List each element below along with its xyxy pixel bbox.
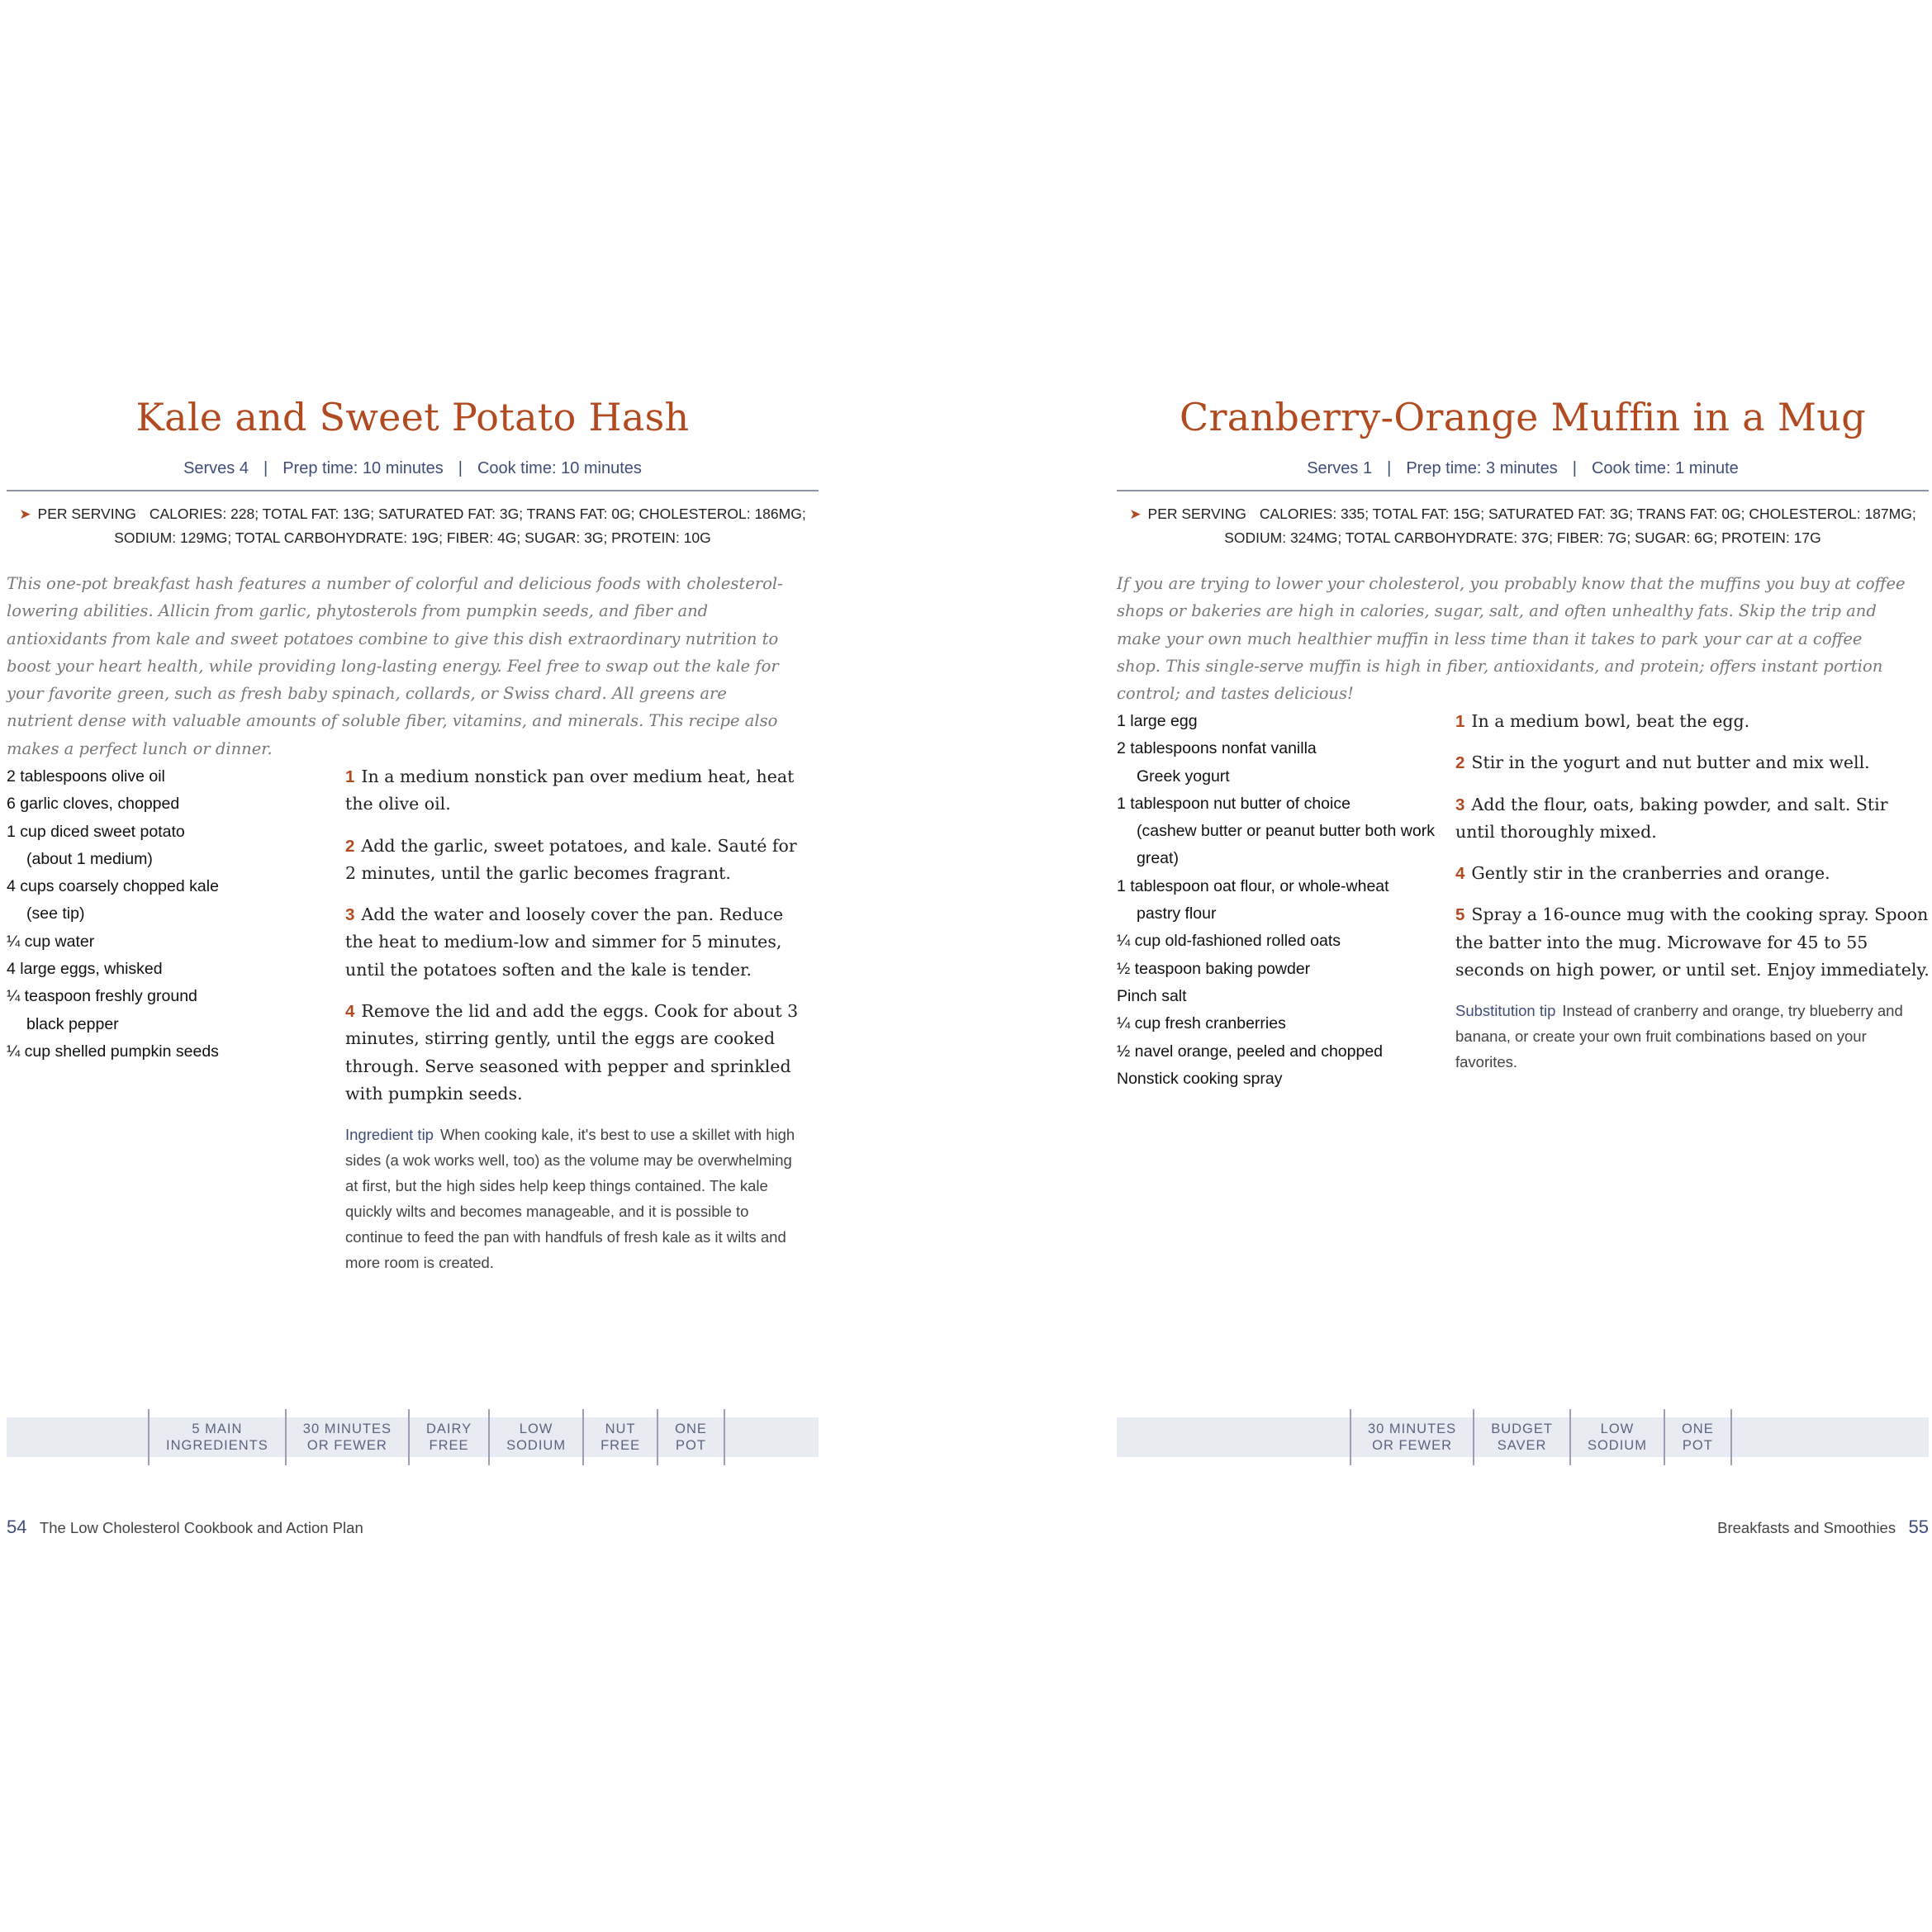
tip-text: Instead of cranberry and orange, try blueberry and banana, or create your own fruit combinations based on your favorites. — [1455, 1002, 1903, 1071]
recipe-meta — [1117, 459, 1929, 478]
ingredient-item — [1117, 928, 1439, 955]
ingredient-text: ½ navel orange, peeled and chopped — [1117, 1042, 1384, 1061]
left-page — [7, 0, 819, 1932]
ingredient-continuation: black pepper — [26, 1014, 119, 1033]
ingredients-list — [7, 763, 320, 1066]
nutrition-line-2: SODIUM: 129MG; TOTAL CARBOHYDRATE: 19G; FIBER: 4G; SUGAR: 3G; PROTEIN: 10G — [114, 529, 711, 546]
serves-text: Serves 1 — [1307, 459, 1373, 477]
ingredient-text: ½ teaspoon baking powder — [1117, 959, 1311, 978]
recipe-tag — [408, 1409, 488, 1465]
meta-separator: | — [1387, 459, 1392, 477]
recipe-tag — [148, 1409, 285, 1465]
recipe-tags — [148, 1409, 725, 1465]
meta-separator: | — [1572, 459, 1577, 477]
tag-line-2: OR FEWER — [306, 1438, 387, 1453]
step-number: 4 — [1455, 864, 1465, 884]
tag-line-2: POT — [1682, 1438, 1713, 1453]
meta-separator: | — [458, 459, 463, 477]
ingredient-item — [1117, 873, 1439, 928]
ingredient-item — [1117, 790, 1439, 873]
recipe-tag — [1664, 1409, 1732, 1465]
ingredient-item — [7, 763, 320, 790]
ingredient-item — [7, 1038, 320, 1066]
tag-line-1: LOW — [1600, 1422, 1635, 1436]
tag-line-1: ONE — [675, 1422, 707, 1436]
ingredient-text: ¼ cup water — [7, 932, 95, 951]
step-number: 2 — [345, 836, 355, 856]
ingredient-continuation: (about 1 medium) — [26, 849, 153, 868]
step-text: Add the water and loosely cover the pan. Reduce the heat to medium-low and simmer for 5 minutes, until the potatoes soften and the kale is tender. — [345, 904, 784, 980]
ingredient-item — [7, 928, 320, 956]
ingredient-text: ¼ cup fresh cranberries — [1117, 1014, 1286, 1033]
ingredient-item — [7, 983, 320, 1038]
step-item — [1455, 749, 1930, 776]
ingredient-text: Nonstick cooking spray — [1117, 1069, 1283, 1088]
tag-line-1: 30 MINUTES — [302, 1422, 392, 1436]
ingredient-text: 1 tablespoon nut butter of choice — [1117, 794, 1351, 813]
step-text: In a medium nonstick pan over medium heat, heat the olive oil. — [345, 767, 795, 814]
step-number: 3 — [1455, 795, 1465, 814]
tag-line-2: INGREDIENTS — [166, 1438, 268, 1453]
tag-line-2: FREE — [600, 1438, 641, 1453]
step-number: 5 — [1455, 905, 1465, 925]
steps-list — [345, 763, 808, 1275]
ingredient-item — [1117, 708, 1439, 735]
recipe-tag — [1473, 1409, 1569, 1465]
ingredient-tip — [345, 1122, 808, 1275]
recipe-tag — [1569, 1409, 1664, 1465]
recipe-tag — [657, 1409, 725, 1465]
ingredient-item — [1117, 1038, 1439, 1066]
recipe-tag — [488, 1409, 582, 1465]
arrow-icon: ➤ — [1129, 506, 1142, 522]
nutrition-info — [1117, 502, 1929, 550]
tag-line-2: OR FEWER — [1372, 1438, 1453, 1453]
ingredient-item — [7, 790, 320, 818]
ingredient-text: 6 garlic cloves, chopped — [7, 795, 180, 814]
tag-line-2: SODIUM — [506, 1438, 567, 1453]
ingredient-continuation: (see tip) — [26, 904, 85, 923]
per-serving-label: PER SERVING — [1147, 506, 1246, 522]
ingredient-item — [7, 819, 320, 874]
ingredients-list — [1117, 708, 1439, 1093]
tip-label: Ingredient tip — [345, 1126, 434, 1144]
book-title: The Low Cholesterol Cookbook and Action Plan — [39, 1519, 363, 1536]
tag-line-2: SAVER — [1497, 1438, 1547, 1453]
ingredient-item — [1117, 1010, 1439, 1037]
tag-line-1: 30 MINUTES — [1368, 1422, 1457, 1436]
step-item — [1455, 901, 1930, 984]
recipe-title: Cranberry-Orange Muffin in a Mug — [1180, 395, 1866, 439]
tag-line-1: DAIRY — [425, 1422, 472, 1436]
step-text: Remove the lid and add the eggs. Cook for about 3 minutes, stirring gently, until the eggs are cooked through. Serve seasoned with pepper and sprinkled with pumpkin seeds. — [345, 1001, 799, 1104]
ingredient-continuation: (cashew butter or peanut butter both work great) — [1137, 822, 1435, 868]
ingredient-text: 1 tablespoon oat flour, or whole-wheat — [1117, 876, 1389, 895]
cook-time-text: Cook time: 10 minutes — [477, 459, 642, 477]
step-text: Gently stir in the cranberries and orange. — [1471, 863, 1830, 884]
step-text: Add the flour, oats, baking powder, and salt. Stir until thoroughly mixed. — [1455, 794, 1888, 842]
page-footer — [7, 1517, 363, 1538]
tag-line-2: FREE — [429, 1438, 469, 1453]
ingredient-text: 1 cup diced sweet potato — [7, 822, 185, 841]
step-text: Add the garlic, sweet potatoes, and kale. Sauté for 2 minutes, until the garlic becomes fragrant. — [345, 835, 797, 883]
nutrition-line-1: CALORIES: 228; TOTAL FAT: 13G; SATURATED FAT: 3G; TRANS FAT: 0G; CHOLESTEROL: 186MG; — [149, 506, 806, 522]
ingredient-item — [7, 956, 320, 983]
title-rule — [1117, 490, 1929, 491]
recipe-tag — [285, 1409, 408, 1465]
step-item — [1455, 860, 1930, 887]
tag-line-1: LOW — [519, 1422, 553, 1436]
ingredient-continuation: pastry flour — [1137, 904, 1217, 923]
ingredient-text: ¼ cup shelled pumpkin seeds — [7, 1042, 219, 1061]
ingredient-text: 4 large eggs, whisked — [7, 960, 163, 979]
tag-line-1: 5 MAIN — [192, 1422, 243, 1436]
step-number: 4 — [345, 1002, 355, 1022]
step-number: 2 — [1455, 753, 1465, 773]
serves-text: Serves 4 — [183, 459, 249, 477]
page-footer — [1717, 1517, 1929, 1538]
cook-time-text: Cook time: 1 minute — [1591, 459, 1739, 477]
recipe-tags — [1350, 1409, 1732, 1465]
step-number: 1 — [345, 767, 355, 786]
ingredient-text: ¼ cup old-fashioned rolled oats — [1117, 932, 1341, 951]
tag-line-1: BUDGET — [1491, 1422, 1553, 1436]
nutrition-line-2: SODIUM: 324MG; TOTAL CARBOHYDRATE: 37G; FIBER: 7G; SUGAR: 6G; PROTEIN: 17G — [1224, 529, 1821, 546]
step-item — [345, 833, 808, 888]
recipe-meta — [7, 459, 819, 478]
tag-line-1: ONE — [1681, 1422, 1714, 1436]
step-text: Stir in the yogurt and nut butter and mix well. — [1471, 752, 1870, 773]
steps-list — [1455, 708, 1930, 1075]
recipe-title: Kale and Sweet Potato Hash — [135, 395, 690, 439]
ingredient-text: 2 tablespoons nonfat vanilla — [1117, 739, 1317, 758]
ingredient-item — [1117, 983, 1439, 1010]
arrow-icon: ➤ — [19, 506, 31, 522]
ingredient-item — [1117, 956, 1439, 983]
tag-line-2: POT — [676, 1438, 706, 1453]
meta-separator: | — [263, 459, 268, 477]
page-number: 55 — [1908, 1517, 1929, 1537]
ingredient-item — [1117, 735, 1439, 790]
per-serving-label: PER SERVING — [37, 506, 136, 522]
substitution-tip — [1455, 998, 1930, 1075]
prep-time-text: Prep time: 10 minutes — [282, 459, 444, 477]
ingredient-text: 1 large egg — [1117, 712, 1198, 730]
step-item — [345, 763, 808, 819]
ingredient-item — [1117, 1066, 1439, 1093]
title-rule — [7, 490, 819, 491]
step-item — [345, 998, 808, 1108]
recipe-tag — [1350, 1409, 1473, 1465]
ingredient-text: 2 tablespoons olive oil — [7, 767, 165, 786]
ingredient-text: ¼ teaspoon freshly ground — [7, 987, 197, 1006]
step-item — [1455, 791, 1930, 847]
nutrition-info — [7, 502, 819, 550]
page-number: 54 — [7, 1517, 27, 1537]
step-text: In a medium bowl, beat the egg. — [1471, 711, 1750, 731]
right-page — [1117, 0, 1929, 1932]
recipe-tag — [582, 1409, 657, 1465]
step-number: 3 — [345, 905, 355, 925]
ingredient-text: Pinch salt — [1117, 986, 1187, 1005]
ingredient-text: 4 cups coarsely chopped kale — [7, 877, 219, 896]
ingredient-continuation: Greek yogurt — [1137, 767, 1230, 786]
section-title: Breakfasts and Smoothies — [1717, 1519, 1896, 1536]
step-text: Spray a 16-ounce mug with the cooking spray. Spoon the batter into the mug. Microwave for 45 to 55 seconds on high power, or until set. Enjoy immediately. — [1455, 904, 1930, 980]
step-item — [345, 901, 808, 984]
tip-text: When cooking kale, it's best to use a skillet with high sides (a wok works well, too) as the volume may be overwhelming at first, but the high sides help keep things contained. The kale quickly wilts and becomes manageable, and it is possible to continue to feed the pan with handfuls of fresh kale as it wilts and more room is created. — [345, 1126, 795, 1272]
recipe-intro: If you are trying to lower your cholesterol, you probably know that the muffins you buy at coffee shops or bakeries are high in calories, sugar, salt, and often unhealthy fats. Skip the trip and make your own much healthier muffin in less time than it takes to park your car at a coffee shop. This single-serve muffin is high in fiber, antioxidants, and protein; offers instant portion control; and tastes delicious! — [1117, 574, 1906, 704]
recipe-intro: This one-pot breakfast hash features a number of colorful and delicious foods with cholesterol-lowering abilities. Allicin from garlic, phytosterols from pumpkin seeds, and fiber and antioxidants from kale and sweet potatoes combine to give this dish extraordinary nutrition to boost your heart health, while providing long-lasting energy. Feel free to swap out the kale for your favorite green, such as fresh baby spinach, collards, or Swiss chard. All greens are nutrient dense with valuable amounts of soluble fiber, vitamins, and minerals. This recipe also makes a perfect lunch or dinner. — [7, 574, 783, 758]
step-number: 1 — [1455, 712, 1465, 731]
tag-line-1: NUT — [605, 1422, 636, 1436]
step-item — [1455, 708, 1930, 735]
prep-time-text: Prep time: 3 minutes — [1406, 459, 1558, 477]
ingredient-item — [7, 873, 320, 928]
tag-line-2: SODIUM — [1587, 1438, 1647, 1453]
nutrition-line-1: CALORIES: 335; TOTAL FAT: 15G; SATURATED FAT: 3G; TRANS FAT: 0G; CHOLESTEROL: 187MG; — [1259, 506, 1916, 522]
tip-label: Substitution tip — [1455, 1002, 1556, 1020]
